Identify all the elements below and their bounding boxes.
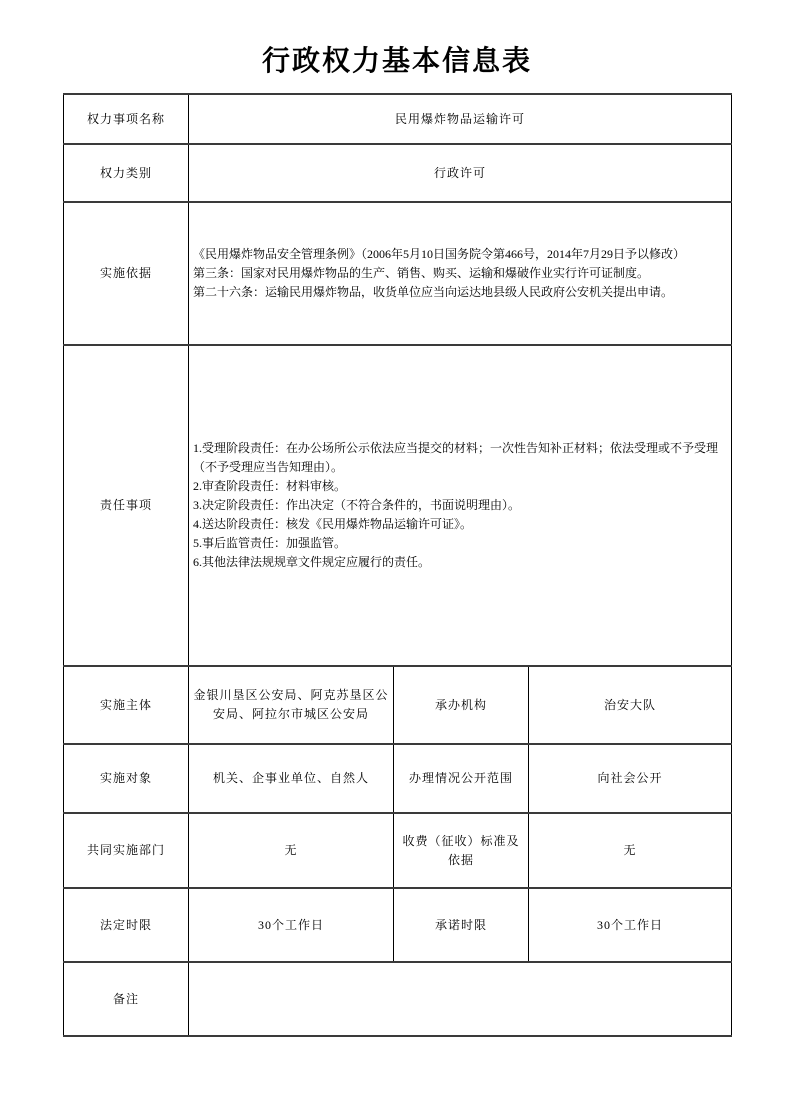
legal-time-limit-value: 30个工作日	[189, 888, 394, 962]
undertaking-agency-label: 承办机构	[394, 666, 529, 744]
responsibility-item-5: 5.事后监管责任：加强监管。	[193, 536, 347, 550]
responsibility-item-6: 6.其他法律法规规章文件规定应履行的责任。	[193, 555, 431, 569]
remarks-value	[189, 962, 732, 1036]
responsibility-item-2: 2.审查阶段责任：材料审核。	[193, 479, 347, 493]
row-time-limit	[64, 888, 732, 962]
legal-time-limit-label: 法定时限	[64, 888, 189, 962]
charging-standard-value: 无	[529, 813, 732, 888]
row-legal-basis	[64, 202, 732, 345]
implement-object-label: 实施对象	[64, 744, 189, 813]
joint-department-value: 无	[189, 813, 394, 888]
legal-basis-line-3: 第二十六条：运输民用爆炸物品，收货单位应当向运达地县级人民政府公安机关提出申请。	[193, 285, 674, 299]
row-remarks	[64, 962, 732, 1036]
power-type-label: 权力类别	[64, 144, 189, 202]
responsibility-item-1: 1.受理阶段责任：在办公场所公示依法应当提交的材料；一次性告知补正材料；依法受理或不予受理（不予受理应当告知理由）。	[193, 441, 719, 474]
responsibilities-label: 责任事项	[64, 345, 189, 666]
charging-standard-label: 收费（征收）标准及依据	[394, 813, 529, 888]
responsibility-item-4: 4.送达阶段责任：核发《民用爆炸物品运输许可证》。	[193, 517, 473, 531]
promised-time-limit-value: 30个工作日	[529, 888, 732, 962]
implement-subject-label: 实施主体	[64, 666, 189, 744]
legal-basis-content	[189, 202, 732, 345]
undertaking-agency-value: 治安大队	[529, 666, 732, 744]
row-power-name	[64, 94, 732, 144]
row-joint-department	[64, 813, 732, 888]
responsibility-item-3: 3.决定阶段责任：作出决定（不符合条件的，书面说明理由）。	[193, 498, 521, 512]
remarks-label: 备注	[64, 962, 189, 1036]
disclosure-scope-label: 办理情况公开范围	[394, 744, 529, 813]
legal-basis-label: 实施依据	[64, 202, 189, 345]
row-implement-object	[64, 744, 732, 813]
page-title: 行政权力基本信息表	[261, 46, 532, 77]
responsibilities-content	[189, 345, 732, 666]
row-power-type	[64, 144, 732, 202]
info-table	[63, 93, 732, 1037]
power-type-value: 行政许可	[189, 144, 732, 202]
joint-department-label: 共同实施部门	[64, 813, 189, 888]
promised-time-limit-label: 承诺时限	[394, 888, 529, 962]
power-name-value: 民用爆炸物品运输许可	[189, 94, 732, 144]
power-name-label: 权力事项名称	[64, 94, 189, 144]
implement-object-value: 机关、企事业单位、自然人	[189, 744, 394, 813]
row-implement-subject	[64, 666, 732, 744]
implement-subject-value: 金银川垦区公安局、阿克苏垦区公安局、阿拉尔市城区公安局	[189, 666, 394, 744]
disclosure-scope-value: 向社会公开	[529, 744, 732, 813]
legal-basis-line-1: 《民用爆炸物品安全管理条例》（2006年5月10日国务院令第466号，2014年7月29日予以修改）	[193, 247, 686, 261]
row-responsibilities	[64, 345, 732, 666]
legal-basis-line-2: 第三条：国家对民用爆炸物品的生产、销售、购买、运输和爆破作业实行许可证制度。	[193, 266, 650, 280]
